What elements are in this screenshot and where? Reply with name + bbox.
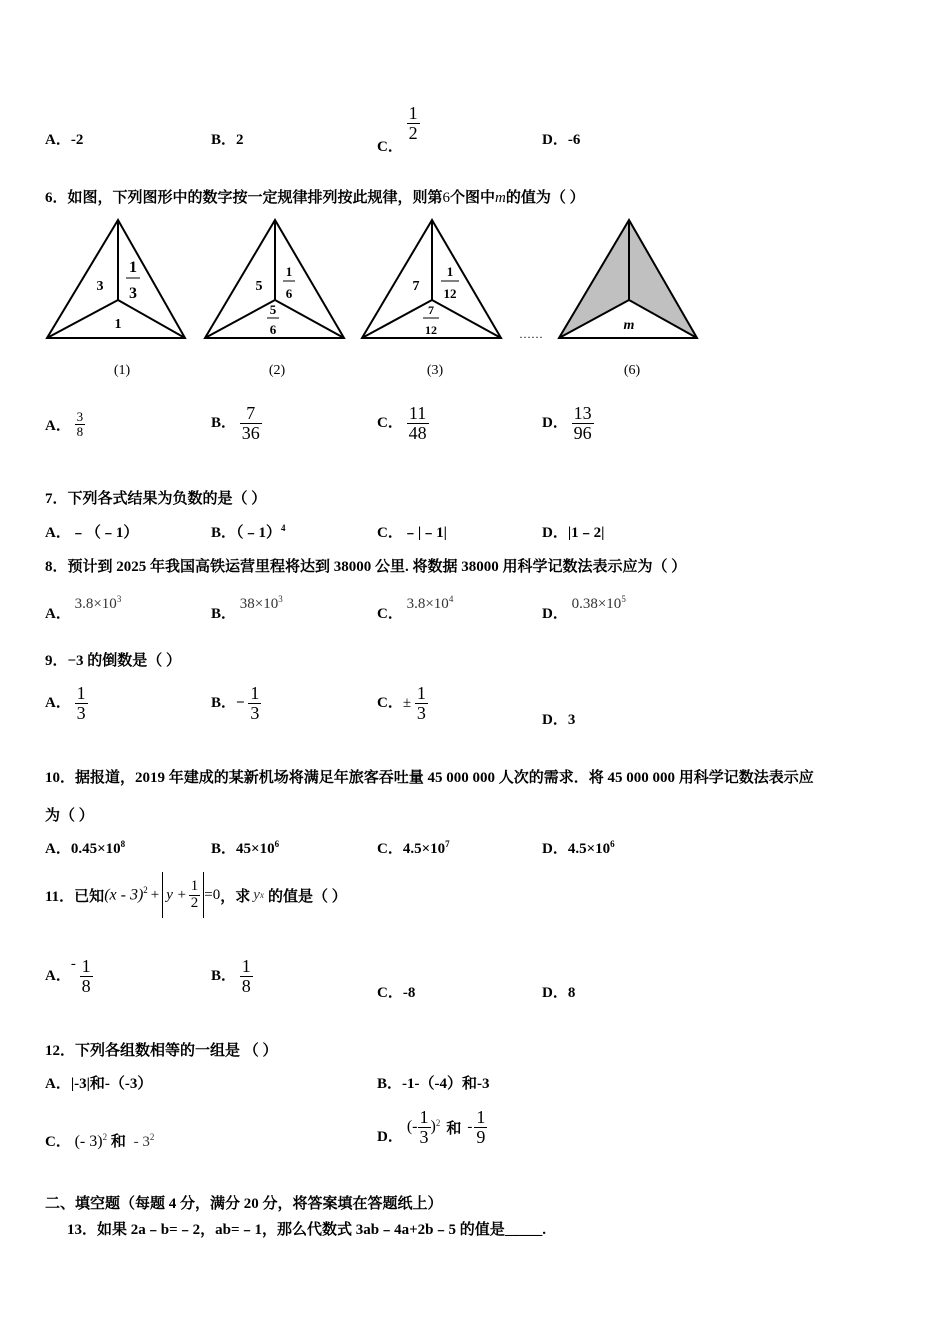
q7-option-d: D．|1﹣2| (542, 525, 605, 541)
q11-option-b: B． $\frac{1}{8}$ (211, 956, 251, 996)
q12-stem: 12．下列各组数相等的一组是 （ ） (45, 1043, 278, 1059)
q11-half-fraction: $\frac{1}{2}$ (190, 877, 199, 911)
q12-option-d-fraction-2: $\frac{1}{9}$ (476, 1107, 486, 1147)
fig2-top-den: 6 (285, 286, 293, 301)
q9-option-b-fraction: $\frac{1}{3}$ (250, 683, 260, 723)
fig3-top-num: 1 (446, 264, 454, 279)
q8-option-b: B． $38\times 10^3$ (211, 594, 283, 622)
fig2-bottom-den: 6 (269, 322, 277, 337)
q6-option-d-fraction: $\frac{13}{96}$ (573, 403, 592, 443)
fig1-top-den: 3 (129, 285, 137, 302)
q5-option-c-label: C． (377, 138, 403, 155)
q11-option-b-fraction: $\frac{1}{8}$ (241, 956, 251, 996)
q5-option-c-fraction: $\frac{1}{2}$ (408, 103, 418, 143)
q12-option-a: A．|-3|和-（-3） (45, 1076, 153, 1092)
fig3-left-value: 7 (412, 279, 420, 294)
fig2-bottom-num: 5 (269, 302, 277, 317)
q12-option-d: D． (- $\frac{1}{3}$ ) 2 和 - $\frac{1}{9}$ (377, 1107, 486, 1147)
fig1-bottom-value: 1 (114, 317, 122, 332)
q5-option-a: A．-2 (45, 132, 84, 148)
q10-stem-line2: 为（ ） (45, 808, 94, 824)
q8-option-a: A． $3.8\times 10^3$ (45, 594, 122, 622)
q5-option-d: D．-6 (542, 132, 581, 148)
fig1-caption: (1) (113, 363, 131, 378)
fig6-bottom-value: m (623, 318, 635, 333)
q7-option-c: C．﹣|﹣1| (377, 525, 447, 541)
figure-3 (362, 220, 501, 378)
fig2-top-num: 1 (285, 264, 293, 279)
q11-abs-value: y + $\frac{1}{2}$ (162, 872, 204, 918)
q10-option-a: A．$0.45\times 10^8$ (45, 839, 126, 857)
q9-option-a: A． $\frac{1}{3}$ (45, 683, 86, 723)
q11-stem: 11．已知 (x - 3)$^2$ + y + $\frac{1}{2}$ =0 ，求 y x 的值是（ ） (45, 872, 347, 918)
fig1-top-num: 1 (129, 259, 137, 276)
q12-option-b: B．-1-（-4）和-3 (377, 1076, 490, 1092)
q6-option-a-fraction: $\frac{3}{8}$ (76, 409, 84, 439)
figures-ellipsis: …… (519, 327, 543, 341)
q9-stem: 9．−3 的倒数是（ ） (45, 653, 182, 669)
q10-stem-line1: 10．据报道，2019 年建成的某新机场将满足年旅客吞吐量 45 000 000 人次的需求．将 45 000 000 用科学记数法表示应 (45, 770, 814, 786)
q10-option-b: B．$45\times 10^6$ (211, 839, 280, 857)
q6-option-a: A． $\frac{3}{8}$ (45, 409, 84, 439)
fig2-caption: (2) (268, 363, 286, 378)
fig1-left-value: 3 (96, 279, 104, 294)
q6-stem: 6．如图，下列图形中的数字按一定规律排列按此规律，则第6个图中m的值为（ ） (45, 190, 585, 206)
q11-expr-a: (x - 3)$^2$ (104, 885, 148, 904)
q8-option-c: C． $3.8\times 10^4$ (377, 594, 454, 622)
q9-option-c-fraction: $\frac{1}{3}$ (416, 683, 426, 723)
fig2-left-value: 5 (255, 279, 263, 294)
q9-option-d: D．3 (542, 712, 576, 728)
q9-option-c: C．± $\frac{1}{3}$ (377, 683, 426, 723)
q6-option-c: C． $\frac{11}{48}$ (377, 403, 427, 443)
figure-1 (47, 220, 185, 378)
figure-2 (205, 220, 344, 378)
q6-option-b: B． $\frac{7}{36}$ (211, 403, 260, 443)
q9-option-a-fraction: $\frac{1}{3}$ (76, 683, 86, 723)
section2-title: 二、填空题（每题 4 分，满分 20 分，将答案填在答题纸上） (45, 1196, 443, 1212)
q6-option-b-fraction: $\frac{7}{36}$ (241, 403, 260, 443)
q9-option-b: B．− $\frac{1}{3}$ (211, 683, 260, 723)
q11-option-a: A．- $\frac{1}{8}$ (45, 955, 91, 996)
q10-option-d: D．$4.5\times 10^6$ (542, 839, 615, 857)
q6-option-d: D． $\frac{13}{96}$ (542, 403, 592, 443)
q12-option-c: C． (- 3)$^2$ 和 - $3^2$ (45, 1132, 155, 1150)
q6-figures (0, 210, 950, 390)
q11-option-a-fraction: $\frac{1}{8}$ (81, 956, 91, 996)
fig3-bottom-num: 7 (428, 303, 434, 317)
fig3-caption: (3) (426, 363, 444, 378)
q7-option-a: A．﹣（﹣1） (45, 525, 139, 541)
q10-option-c: C．$4.5\times 10^7$ (377, 839, 450, 857)
q7-stem: 7．下列各式结果为负数的是（ ） (45, 491, 267, 507)
q13-stem: 13．如果 2a﹣b=﹣2，ab=﹣1，那么代数式 3ab﹣4a+2b﹣5 的值是_____. (67, 1222, 547, 1238)
fig3-bottom-den: 12 (425, 323, 437, 337)
q5-option-c (377, 103, 420, 155)
q12-option-d-fraction-1: $\frac{1}{3}$ (419, 1107, 429, 1147)
q7-option-b: B．（﹣1）$^4$ (211, 523, 286, 541)
q5-option-b: B．2 (211, 132, 244, 148)
q11-option-c: C．-8 (377, 985, 416, 1001)
figure-6 (559, 220, 697, 378)
q11-option-d: D．8 (542, 985, 576, 1001)
q8-option-d: D． $0.38\times 10^5$ (542, 594, 626, 622)
fig6-caption: (6) (623, 363, 641, 378)
q6-option-c-fraction: $\frac{11}{48}$ (408, 403, 427, 443)
q8-stem: 8．预计到 2025 年我国高铁运营里程将达到 38000 公里. 将数据 38000 用科学记数法表示应为（ ） (45, 559, 687, 575)
fig3-top-den: 12 (443, 286, 457, 301)
